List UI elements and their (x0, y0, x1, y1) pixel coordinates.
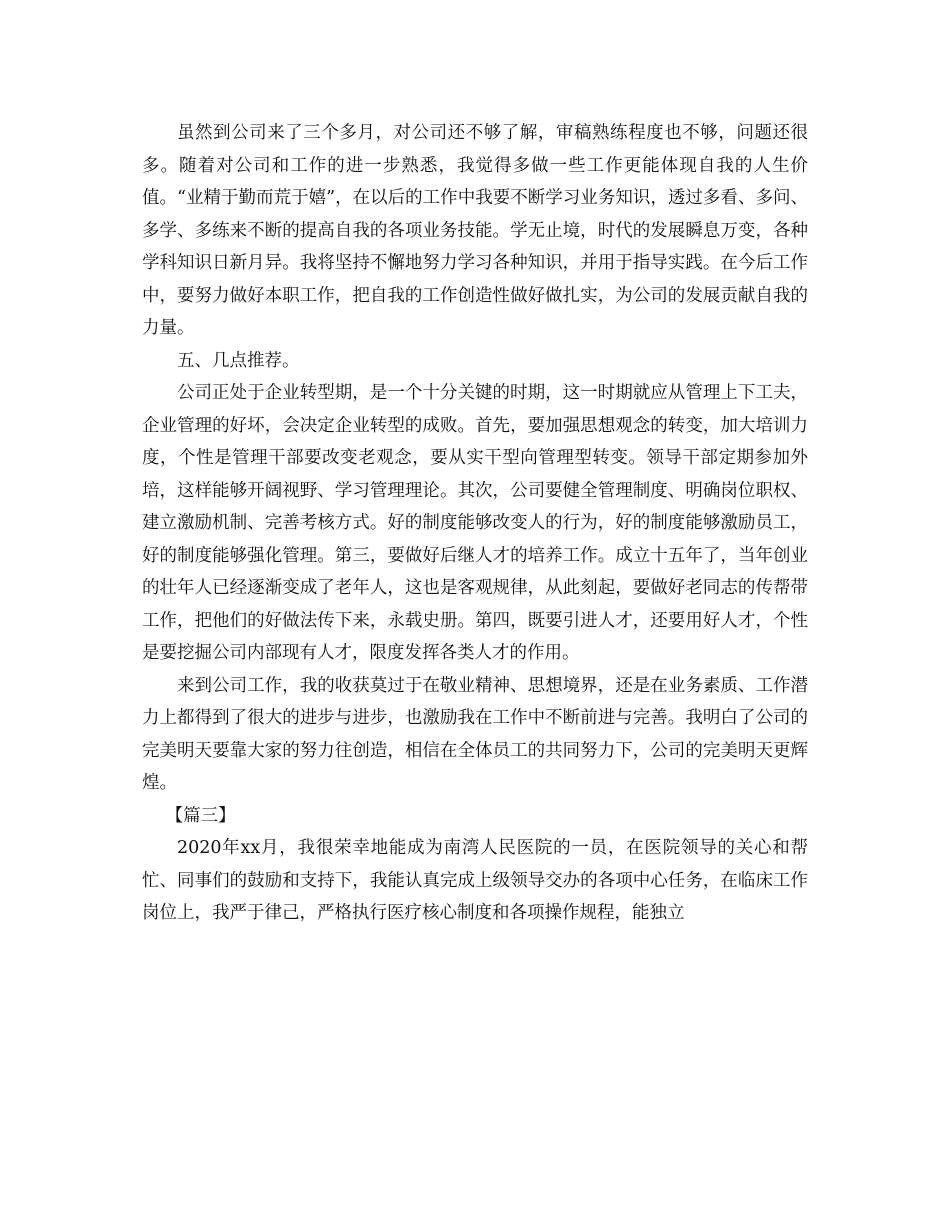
paragraph-recommendations: 公司正处于企业转型期，是一个十分关键的时期，这一时期就应从管理上下工夫，企业管理的好坏，会决定企业转型的成败。首先，要加强思想观念的转变，加大培训力度，个性是管理干部要改变老观念，要从实干型向管理型转变。领导干部定期参加外培，这样能够开阔视野、学习管理理论。其次，公司要健全管理制度、明确岗位职权、建立激励机制、完善考核方式。好的制度能够改变人的行为，好的制度能够激励员工，好的制度能够强化管理。第三，要做好后继人才的培养工作。成立十五年了，当年创业的壮年人已经逐渐变成了老年人，这也是客观规律，从此刻起，要做好老同志的传帮带工作，把他们的好做法传下来，永载史册。第四，既要引进人才，还要用好人才，个性是要挖掘公司内部现有人才，限度发挥各类人才的作用。 (142, 383, 808, 663)
document-body (142, 117, 808, 930)
paragraph-hospital-work: 2020年xx月，我很荣幸地能成为南湾人民医院的一员，在医院领导的关心和帮忙、同事们的鼓励和支持下，我能认真完成上级领导交办的各项中心任务，在临床工作岗位上，我严于律己，严格执行医疗核心制度和各项操作规程，能独立 (142, 838, 808, 923)
section-heading-recommendations: 五、几点推荐。 (177, 350, 300, 371)
paragraph-work-reflection: 虽然到公司来了三个多月，对公司还不够了解，审稿熟练程度也不够，问题还很多。随着对公司和工作的进一步熟悉，我觉得多做一些工作更能体现自我的人生价值。“业精于勤而荒于嬉”，在以后的工作中我要不断学习业务知识，透过多看、多问、多学、多练来不断的提高自我的各项业务技能。学无止境，时代的发展瞬息万变，各种学科知识日新月异。我将坚持不懈地努力学习各种知识，并用于指导实践。在今后工作中，要努力做好本职工作，把自我的工作创造性做好做扎实，为公司的发展贡献自我的力量。 (142, 123, 808, 338)
section-marker-part-three: 【篇三】 (165, 805, 236, 826)
paragraph-gains: 来到公司工作，我的收获莫过于在敬业精神、思想境界，还是在业务素质、工作潜力上都得到了很大的进步与进步，也激励我在工作中不断前进与完善。我明白了公司的完美明天要靠大家的努力往创造，相信在全体员工的共同努力下，公司的完美明天更辉煌。 (142, 675, 808, 793)
